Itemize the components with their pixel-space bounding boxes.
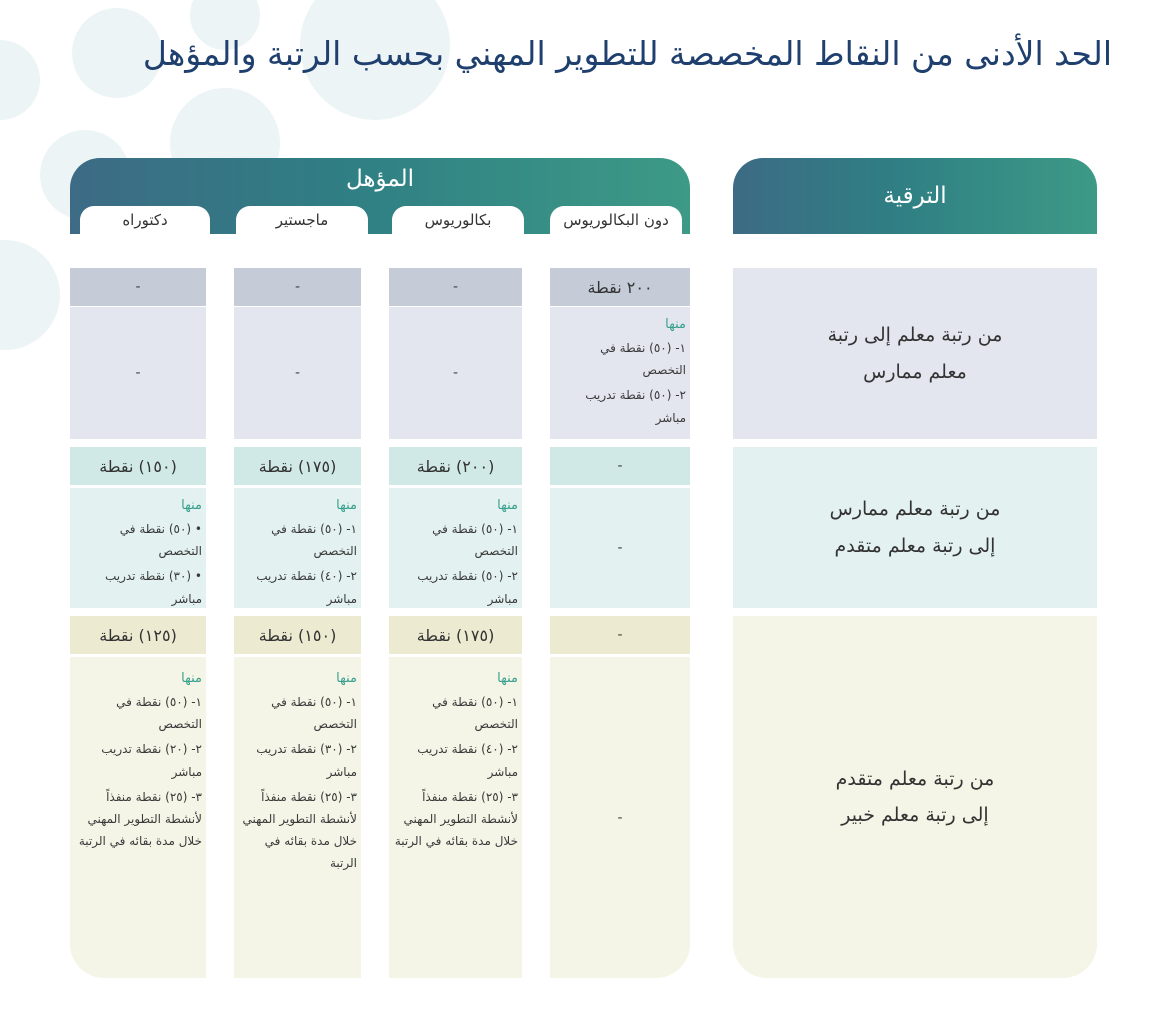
points-cell: (١٥٠) نقطة [70,447,206,485]
detail-line: ٢- (٤٠) نقطة تدريب مباشر [256,569,357,606]
row-label-line: إلى رتبة معلم خبير [841,804,989,826]
points-cell: ٢٠٠ نقطة [550,268,690,306]
qualification-header-label: المؤهل [345,166,415,192]
detail-cell [70,488,206,608]
detail-cell: - [550,488,690,608]
detail-cell: - [234,307,361,439]
detail-cell [550,307,690,439]
row-label-teacher-to-practitioner [733,268,1097,439]
detail-line: ٢- (٣٠) نقطة تدريب مباشر [256,742,357,779]
points-cell: (٢٠٠) نقطة [389,447,522,485]
points-cell: (١٥٠) نقطة [234,616,361,654]
minha-label: منها [497,498,518,513]
detail-cell: - [389,307,522,439]
minha-label: منها [181,498,202,513]
minha-label: منها [665,317,686,332]
detail-cell [234,657,361,978]
detail-line: ٣- (٢٥) نقطة منفذاً لأنشطة التطوير المهني خلال مدة بقائه في الرتبة [78,789,202,849]
decorative-bubble [0,240,60,350]
column-header-doctorate: دكتوراه [80,206,210,234]
promotion-header [733,158,1097,234]
row-label-practitioner-to-advanced [733,447,1097,608]
row-label-line: معلم ممارس [863,360,967,383]
detail-cell [70,657,206,978]
detail-line: ٢- (٥٠) نقطة تدريب مباشر [585,388,686,425]
detail-line: ١- (٥٠) نقطة في التخصص [271,522,357,559]
detail-cell: - [70,307,206,439]
points-cell: - [550,447,690,485]
column-header-bachelor: بكالوريوس [392,206,524,234]
detail-line: ١- (٥٠) نقطة في التخصص [116,695,202,732]
points-cell: - [70,268,206,306]
points-cell: - [234,268,361,306]
detail-line: • (٥٠) نقطة في التخصص [119,522,202,559]
promotion-header-label: الترقية [883,183,947,209]
row-label-line: من رتبة معلم متقدم [835,767,995,790]
detail-cell [389,657,522,978]
detail-line: ٢- (٢٠) نقطة تدريب مباشر [101,742,202,779]
row-label-line: إلى رتبة معلم متقدم [834,534,996,557]
page-title: الحد الأدنى من النقاط المخصصة للتطوير المهني بحسب الرتبة والمؤهل [142,34,1112,73]
row-label-line: من رتبة معلم ممارس [829,498,1001,521]
detail-line: ٣- (٢٥) نقطة منفذاً لأنشطة التطوير المهني خلال مدة بقائه في الرتبة [242,789,357,871]
detail-cell [234,488,361,608]
minha-label: منها [336,671,357,686]
detail-cell [389,488,522,608]
points-cell: (١٧٥) نقطة [389,616,522,654]
row-label-advanced-to-expert [733,616,1097,978]
detail-line: ٢- (٥٠) نقطة تدريب مباشر [417,569,518,606]
minha-label: منها [497,671,518,686]
detail-line: ١- (٥٠) نقطة في التخصص [432,522,518,559]
column-header-master: ماجستير [236,206,368,234]
points-cell: - [389,268,522,306]
points-cell: (١٧٥) نقطة [234,447,361,485]
detail-line: ٣- (٢٥) نقطة منفذاً لأنشطة التطوير المهني خلال مدة بقائه في الرتبة [394,789,518,849]
row-label-line: من رتبة معلم إلى رتبة [827,324,1003,347]
points-cell: - [550,616,690,654]
column-header-below-bachelor: دون البكالوريوس [550,206,682,234]
detail-line: ٢- (٤٠) نقطة تدريب مباشر [417,742,518,779]
detail-line: ١- (٥٠) نقطة في التخصص [600,341,686,378]
minha-label: منها [181,671,202,686]
detail-line: • (٣٠) نقطة تدريب مباشر [104,569,202,606]
points-cell: (١٢٥) نقطة [70,616,206,654]
detail-line: ١- (٥٠) نقطة في التخصص [432,695,518,732]
detail-line: ١- (٥٠) نقطة في التخصص [271,695,357,732]
minha-label: منها [336,498,357,513]
detail-cell: - [550,657,690,978]
